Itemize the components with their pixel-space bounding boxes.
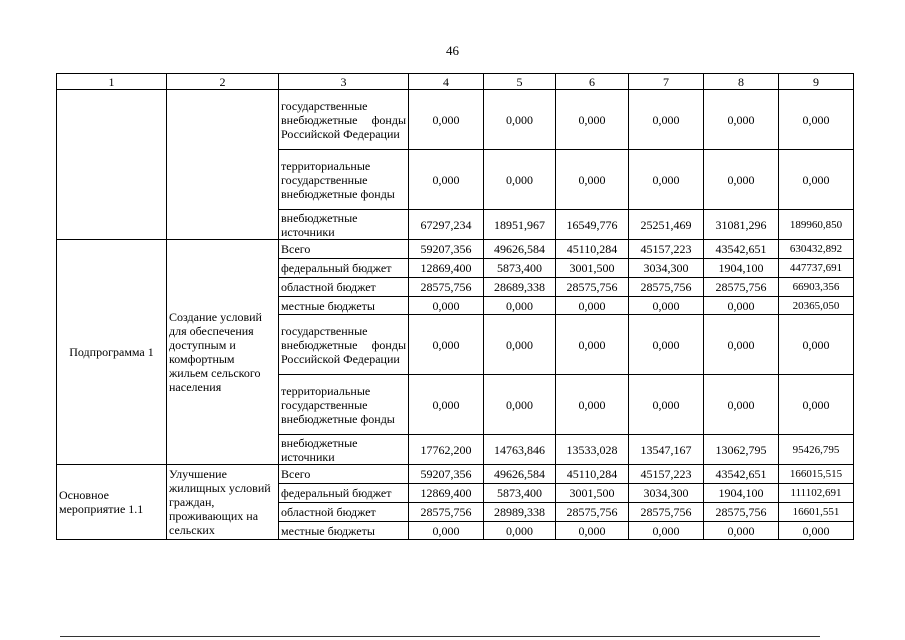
value-cell: 17762,200 <box>409 435 484 465</box>
goal-cell: Улучшение жилищных условий граждан, проживающих на сельских <box>167 465 279 540</box>
value-cell: 12869,400 <box>409 259 484 278</box>
goal-cell <box>167 90 279 240</box>
value-cell: 28575,756 <box>629 278 704 297</box>
value-cell: 28575,756 <box>556 278 629 297</box>
value-cell: 0,000 <box>409 297 484 315</box>
value-cell: 13533,028 <box>556 435 629 465</box>
source-cell: областной бюджет <box>279 503 409 522</box>
header-cell: 3 <box>279 74 409 90</box>
goal-cell: Создание условий для обеспечения доступным и комфортным жильем сельского населения <box>167 240 279 465</box>
value-cell: 45110,284 <box>556 240 629 259</box>
value-cell: 0,000 <box>704 150 779 210</box>
program-cell: Основное мероприятие 1.1 <box>57 465 167 540</box>
value-cell: 3034,300 <box>629 259 704 278</box>
value-cell: 1904,100 <box>704 484 779 503</box>
value-cell: 28989,338 <box>484 503 556 522</box>
value-cell: 0,000 <box>409 90 484 150</box>
header-row <box>57 74 854 90</box>
table-row <box>57 90 854 150</box>
value-cell: 14763,846 <box>484 435 556 465</box>
value-cell: 0,000 <box>629 297 704 315</box>
source-cell: Всего <box>279 240 409 259</box>
value-cell: 0,000 <box>484 297 556 315</box>
value-cell: 67297,234 <box>409 210 484 240</box>
source-cell: территориальные государственные внебюджетные фонды <box>279 375 409 435</box>
value-cell: 59207,356 <box>409 240 484 259</box>
value-cell: 18951,967 <box>484 210 556 240</box>
header-cell: 6 <box>556 74 629 90</box>
value-cell: 0,000 <box>779 150 854 210</box>
value-cell: 0,000 <box>556 150 629 210</box>
value-cell: 0,000 <box>629 90 704 150</box>
value-cell: 3001,500 <box>556 259 629 278</box>
value-cell: 0,000 <box>556 90 629 150</box>
value-cell: 0,000 <box>409 375 484 435</box>
value-cell: 0,000 <box>704 315 779 375</box>
value-cell: 111102,691 <box>779 484 854 503</box>
page-number: 46 <box>446 43 459 58</box>
source-cell: государственные внебюджетные фонды Российской Федерации <box>279 315 409 375</box>
header-cell: 4 <box>409 74 484 90</box>
budget-table <box>56 73 854 540</box>
value-cell: 189960,850 <box>779 210 854 240</box>
value-cell: 0,000 <box>779 315 854 375</box>
value-cell: 5873,400 <box>484 259 556 278</box>
value-cell: 3034,300 <box>629 484 704 503</box>
program-cell: Подпрограмма 1 <box>57 240 167 465</box>
source-cell: областной бюджет <box>279 278 409 297</box>
source-cell: местные бюджеты <box>279 297 409 315</box>
page-bottom-divider <box>60 636 820 637</box>
header-cell: 1 <box>57 74 167 90</box>
value-cell: 0,000 <box>629 315 704 375</box>
value-cell: 0,000 <box>629 375 704 435</box>
value-cell: 0,000 <box>779 522 854 540</box>
value-cell: 0,000 <box>779 90 854 150</box>
value-cell: 45110,284 <box>556 465 629 484</box>
value-cell: 13547,167 <box>629 435 704 465</box>
value-cell: 0,000 <box>556 522 629 540</box>
value-cell: 0,000 <box>779 375 854 435</box>
table-row <box>57 240 854 259</box>
source-cell: местные бюджеты <box>279 522 409 540</box>
value-cell: 0,000 <box>409 150 484 210</box>
value-cell: 66903,356 <box>779 278 854 297</box>
value-cell: 0,000 <box>484 522 556 540</box>
source-cell: Всего <box>279 465 409 484</box>
value-cell: 0,000 <box>556 375 629 435</box>
value-cell: 0,000 <box>704 297 779 315</box>
value-cell: 5873,400 <box>484 484 556 503</box>
value-cell: 16601,551 <box>779 503 854 522</box>
value-cell: 25251,469 <box>629 210 704 240</box>
header-cell: 5 <box>484 74 556 90</box>
value-cell: 28689,338 <box>484 278 556 297</box>
value-cell: 28575,756 <box>704 503 779 522</box>
value-cell: 95426,795 <box>779 435 854 465</box>
value-cell: 0,000 <box>704 90 779 150</box>
header-cell: 7 <box>629 74 704 90</box>
value-cell: 20365,050 <box>779 297 854 315</box>
value-cell: 0,000 <box>704 522 779 540</box>
value-cell: 59207,356 <box>409 465 484 484</box>
value-cell: 0,000 <box>484 90 556 150</box>
value-cell: 16549,776 <box>556 210 629 240</box>
value-cell: 0,000 <box>484 150 556 210</box>
value-cell: 49626,584 <box>484 465 556 484</box>
value-cell: 45157,223 <box>629 465 704 484</box>
value-cell: 0,000 <box>409 315 484 375</box>
value-cell: 28575,756 <box>704 278 779 297</box>
source-cell: внебюджетные источники <box>279 210 409 240</box>
value-cell: 0,000 <box>629 522 704 540</box>
value-cell: 166015,515 <box>779 465 854 484</box>
source-cell: внебюджетные источники <box>279 435 409 465</box>
header-cell: 9 <box>779 74 854 90</box>
value-cell: 12869,400 <box>409 484 484 503</box>
table-row <box>57 465 854 484</box>
value-cell: 28575,756 <box>409 278 484 297</box>
source-cell: федеральный бюджет <box>279 259 409 278</box>
value-cell: 49626,584 <box>484 240 556 259</box>
value-cell: 1904,100 <box>704 259 779 278</box>
value-cell: 43542,651 <box>704 240 779 259</box>
source-cell: федеральный бюджет <box>279 484 409 503</box>
value-cell: 0,000 <box>556 297 629 315</box>
value-cell: 630432,892 <box>779 240 854 259</box>
value-cell: 0,000 <box>629 150 704 210</box>
value-cell: 43542,651 <box>704 465 779 484</box>
value-cell: 28575,756 <box>629 503 704 522</box>
header-cell: 8 <box>704 74 779 90</box>
value-cell: 0,000 <box>484 375 556 435</box>
value-cell: 0,000 <box>484 315 556 375</box>
value-cell: 31081,296 <box>704 210 779 240</box>
value-cell: 0,000 <box>409 522 484 540</box>
value-cell: 0,000 <box>704 375 779 435</box>
source-cell: государственные внебюджетные фонды Российской Федерации <box>279 90 409 150</box>
value-cell: 13062,795 <box>704 435 779 465</box>
value-cell: 28575,756 <box>556 503 629 522</box>
source-cell: территориальные государственные внебюджетные фонды <box>279 150 409 210</box>
header-cell: 2 <box>167 74 279 90</box>
value-cell: 45157,223 <box>629 240 704 259</box>
value-cell: 3001,500 <box>556 484 629 503</box>
value-cell: 0,000 <box>556 315 629 375</box>
program-cell <box>57 90 167 240</box>
value-cell: 28575,756 <box>409 503 484 522</box>
value-cell: 447737,691 <box>779 259 854 278</box>
